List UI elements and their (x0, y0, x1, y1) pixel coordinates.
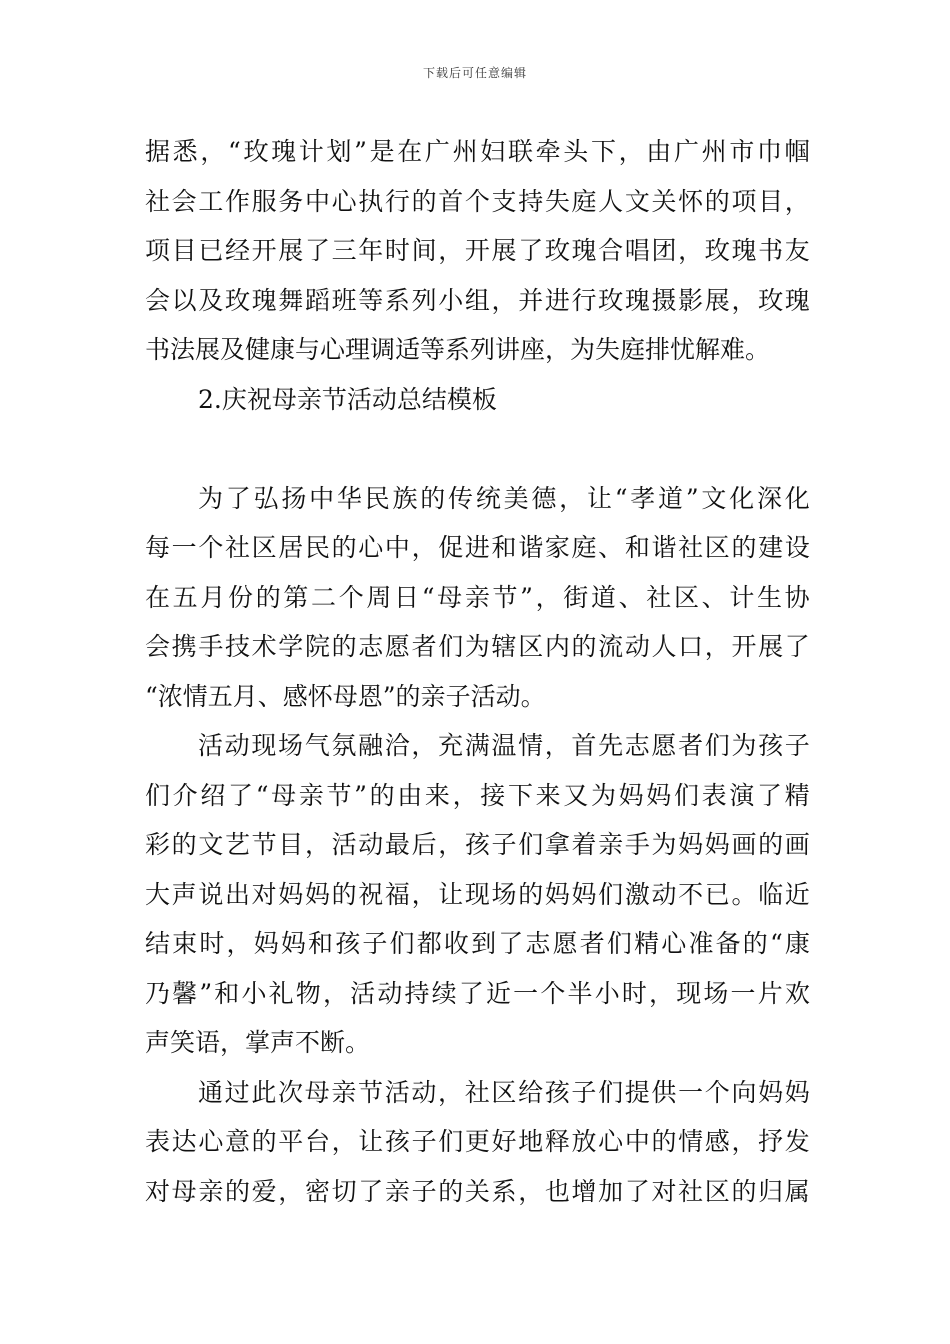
text-line: 项 目 已 经 开 展 了 三 年 时 间 ， 开 展 了 玫 瑰 合 唱 团 ， 玫 瑰 书 友 (145, 236, 810, 265)
text-line: 通 过 此 次 母 亲 节 活 动 ， 社 区 给 孩 子 们 提 供 一 个 向 妈 妈 (198, 1077, 810, 1107)
text-line: 乃 馨 ” 和 小 礼 物 ， 活 动 持 续 了 近 一 个 半 小 时 ， 现 场 一 片 欢 (145, 978, 810, 1008)
page-header: 下载后可任意编辑 (422, 66, 527, 80)
text-line: “浓情五月、感怀母恩”的亲子活动。 (145, 681, 546, 711)
text-line: 在 五 月 份 的 第 二 个 周 日 “ 母 亲 节 ” ， 街 道 、 社 区 、 计 生 协 (145, 582, 810, 612)
blank-line (145, 424, 810, 474)
text-line: 会 携 手 技 术 学 院 的 志 愿 者 们 为 辖 区 内 的 流 动 人 口 ， 开 展 了 (145, 632, 810, 661)
text-line: 大 声 说 出 对 妈 妈 的 祝 福 ， 让 现 场 的 妈 妈 们 激 动 不 已 。 临 近 (145, 879, 810, 909)
text-line: 彩 的 文 艺 节 目 ， 活 动 最 后 ， 孩 子 们 拿 着 亲 手 为 妈 妈 画 的 画 (145, 830, 810, 859)
text-line: 会 以 及 玫 瑰 舞 蹈 班 等 系 列 小 组 ， 并 进 行 玫 瑰 摄 影 展 ， 玫 瑰 (145, 285, 810, 315)
document-body (145, 127, 810, 1216)
text-line: 结 束 时 ， 妈 妈 和 孩 子 们 都 收 到 了 志 愿 者 们 精 心 准 备 的 “ 康 (145, 929, 810, 958)
text-line: 书法展及健康与心理调适等系列讲座，为失庭排忧解难。 (145, 335, 771, 364)
text-line: 每 一 个 社 区 居 民 的 心 中 ， 促 进 和 谐 家 庭 、 和 谐 社 区 的 建 设 (145, 533, 810, 562)
text-line: 为 了 弘 扬 中 华 民 族 的 传 统 美 德 ， 让 “ 孝 道 ” 文 化 深 化 (198, 483, 810, 513)
text-line: 活 动 现 场 气 氛 融 洽 ， 充 满 温 情 ， 首 先 志 愿 者 们 为 孩 子 (198, 731, 810, 760)
text-line: 据 悉 ， “ 玫 瑰 计 划 ” 是 在 广 州 妇 联 牵 头 下 ， 由 广 州 市 巾 帼 (145, 137, 810, 166)
text-line: 声笑语，掌声不断。 (145, 1028, 371, 1057)
text-line: 表 达 心 意 的 平 台 ， 让 孩 子 们 更 好 地 释 放 心 中 的 情 感 ， 抒 发 (145, 1127, 810, 1156)
text-line: 对 母 亲 的 爱 ， 密 切 了 亲 子 的 关 系 ， 也 增 加 了 对 社 区 的 归 属 (145, 1176, 810, 1206)
text-line: 们 介 绍 了 “ 母 亲 节 ” 的 由 来 ， 接 下 来 又 为 妈 妈 们 表 演 了 精 (145, 780, 810, 810)
text-line: 社 会 工 作 服 务 中 心 执 行 的 首 个 支 持 失 庭 人 文 关 怀 的 项 目 ， (145, 186, 810, 216)
text-line: 2.庆祝母亲节活动总结模板 (198, 384, 497, 414)
